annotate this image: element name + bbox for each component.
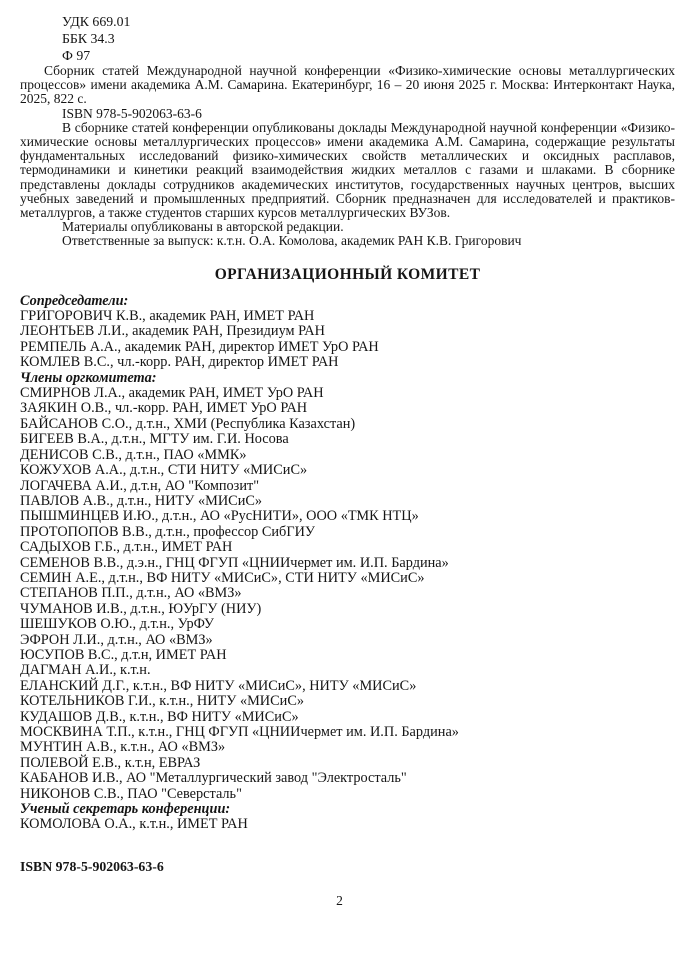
members-label: Члены оргкомитета:: [20, 369, 157, 386]
committee-member: САДЫХОВ Г.Б., д.т.н., ИМЕТ РАН: [20, 539, 233, 556]
isbn-top: ISBN 978-5-902063-63-6: [62, 105, 202, 121]
committee-member: КОТЕЛЬНИКОВ Г.И., к.т.н., НИТУ «МИСиС»: [20, 693, 305, 710]
committee-member: КАБАНОВ И.В., АО "Металлургический завод "Электросталь": [20, 770, 407, 787]
committee-member: БИГЕЕВ В.А., д.т.н., МГТУ им. Г.И. Носова: [20, 431, 289, 448]
bibliographic-codes: [62, 13, 675, 64]
committee-member: БАЙСАНОВ С.О., д.т.н., ХМИ (Республика Казахстан): [20, 415, 356, 432]
secretary-label: Ученый секретарь конференции:: [20, 801, 231, 818]
bibliographic-description: Сборник статей Международной научной конференции «Физико-химические основы металлургических процессов» имени академика А.М. Самарина. Екатеринбург, 16 – 20 июня 2025 г. Москва: Интерконтакт Наука, 2025, 822 с.: [20, 63, 675, 107]
committee-member: ДЕНИСОВ С.В., д.т.н., ПАО «ММК»: [20, 446, 247, 463]
committee-member: ПЫШМИНЦЕВ И.Ю., д.т.н., АО «РусНИТИ», ООО «ТМК НТЦ»: [20, 508, 419, 525]
committee-member: ПАВЛОВ А.В., д.т.н., НИТУ «МИСиС»: [20, 492, 263, 509]
cochairs-label: Сопредседатели:: [20, 292, 129, 309]
committee-member: СТЕПАНОВ П.П., д.т.н., АО «ВМЗ»: [20, 585, 242, 602]
udk-code: УДК 669.01: [62, 14, 131, 29]
committee-member: ПРОТОПОПОВ В.В., д.т.н., профессор СибГИУ: [20, 523, 316, 540]
committee-member: МУНТИН А.В., к.т.н., АО «ВМЗ»: [20, 739, 226, 756]
catalog-code: Ф 97: [62, 48, 91, 63]
secretary-item: КОМОЛОВА О.А., к.т.н., ИМЕТ РАН: [20, 816, 248, 833]
committee-member: СЕМЕНОВ В.В., д.э.н., ГНЦ ФГУП «ЦНИИчермет им. И.П. Бардина»: [20, 554, 449, 571]
committee-member: КОЖУХОВ А.А., д.т.н., СТИ НИТУ «МИСиС»: [20, 462, 308, 479]
cochair-item: ЛЕОНТЬЕВ Л.И., академик РАН, Президиум РАН: [20, 323, 325, 340]
isbn-bottom: ISBN 978-5-902063-63-6: [20, 858, 164, 874]
abstract-paragraph: В сборнике статей конференции опубликованы доклады Международной научной конференции «Физико-химические основы металлургических процессов» имени академика А.М. Самарина, содержащие результаты фундаментальных исследований физико-химических свойств металлических и оксидных расплавов, термодинамики и кинетики реакций взаимодействия жидких металлов с газами и шлаками. В сборнике представлены доклады сотрудников академических институтов, государственных научных центров, высших учебных заведений и промышленных предприятий. Сборник предназначен для исследователей и практиков-металлургов, а также студентов старших курсов металлургических ВУЗов.: [20, 119, 675, 221]
committee-heading: ОРГАНИЗАЦИОННЫЙ КОМИТЕТ: [214, 265, 481, 283]
committee-member: ЭФРОН Л.И., д.т.н., АО «ВМЗ»: [20, 631, 213, 648]
cochair-item: КОМЛЕВ В.С., чл.-корр. РАН, директор ИМЕТ РАН: [20, 354, 339, 371]
committee-member: ДАГМАН А.И., к.т.н.: [20, 662, 151, 679]
committee-member: НИКОНОВ С.В., ПАО "Северсталь": [20, 785, 242, 802]
responsible-line: Ответственные за выпуск: к.т.н. О.А. Комолова, академик РАН К.В. Григорович: [62, 233, 522, 249]
committee-member: ЛОГАЧЕВА А.И., д.т.н, АО "Композит": [20, 477, 260, 494]
bbk-code: ББК 34.3: [62, 31, 115, 46]
committee-member: ШЕШУКОВ О.Ю., д.т.н., УрФУ: [20, 616, 214, 633]
committee-member: СЕМИН А.Е., д.т.н., ВФ НИТУ «МИСиС», СТИ НИТУ «МИСиС»: [20, 569, 425, 586]
page-number: 2: [336, 893, 343, 908]
committee-list: [20, 294, 675, 833]
committee-member: ЕЛАНСКИЙ Д.Г., к.т.н., ВФ НИТУ «МИСиС», НИТУ «МИСиС»: [20, 677, 417, 694]
committee-member: МОСКВИНА Т.П., к.т.н., ГНЦ ФГУП «ЦНИИчермет им. И.П. Бардина»: [20, 724, 459, 741]
materials-note: Материалы опубликованы в авторской редакции.: [62, 219, 344, 235]
committee-member: ЧУМАНОВ И.В., д.т.н., ЮУрГУ (НИУ): [20, 600, 262, 617]
cochair-item: ГРИГОРОВИЧ К.В., академик РАН, ИМЕТ РАН: [20, 308, 315, 325]
cochair-item: РЕМПЕЛЬ А.А., академик РАН, директор ИМЕТ УрО РАН: [20, 338, 379, 355]
committee-member: ЮСУПОВ В.С., д.т.н, ИМЕТ РАН: [20, 646, 227, 663]
committee-member: ЗАЯКИН О.В., чл.-корр. РАН, ИМЕТ УрО РАН: [20, 400, 308, 417]
committee-member: ПОЛЕВОЙ Е.В., к.т.н, ЕВРАЗ: [20, 754, 201, 771]
committee-member: СМИРНОВ Л.А., академик РАН, ИМЕТ УрО РАН: [20, 385, 324, 402]
committee-member: КУДАШОВ Д.В., к.т.н., ВФ НИТУ «МИСиС»: [20, 708, 299, 725]
